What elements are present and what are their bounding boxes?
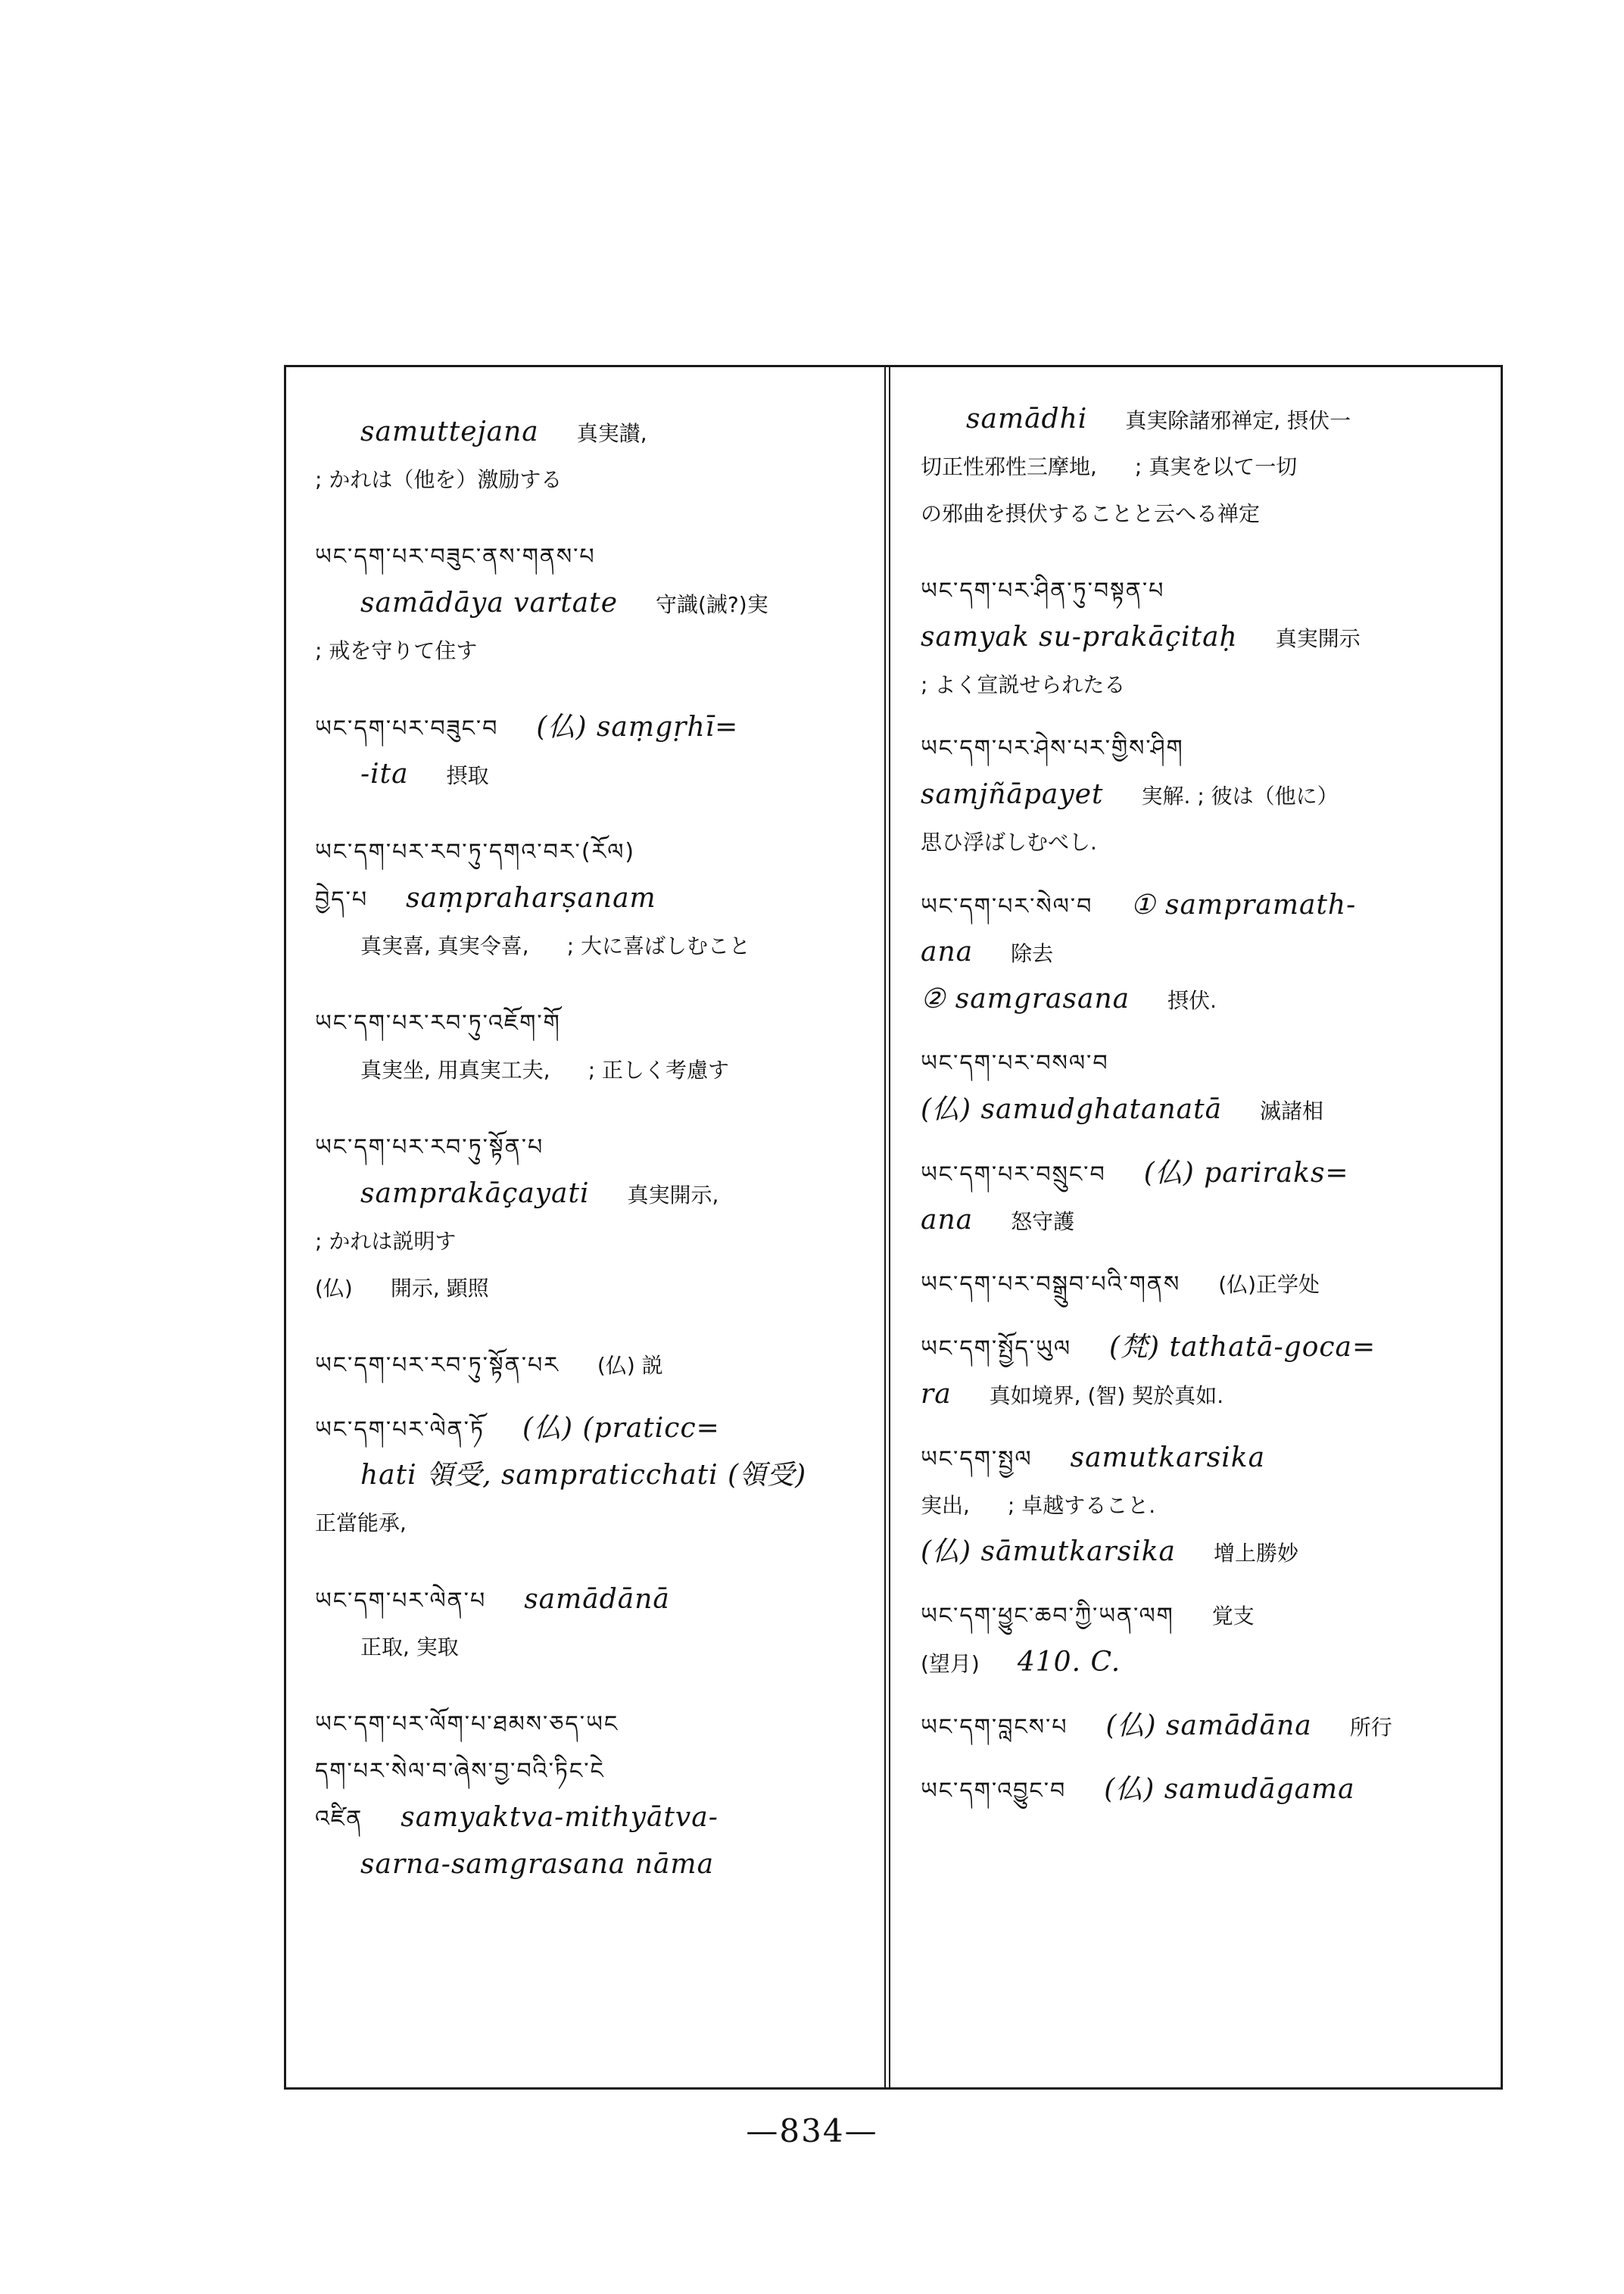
gloss: ; かれは（他を）激励する — [315, 467, 563, 492]
entry — [921, 725, 1493, 865]
romanized: ① sampramath- — [1130, 890, 1357, 921]
gloss: 滅諸相 — [1260, 1099, 1324, 1124]
entry — [921, 1592, 1493, 1686]
tibetan-headword: ཡང་དག་སྤྱལ — [921, 1446, 1033, 1473]
entry — [315, 409, 866, 503]
tibetan-headword: ཡང་དག་བླངས་པ — [921, 1714, 1068, 1741]
entry — [315, 1576, 866, 1670]
right-column — [889, 367, 1504, 2087]
entry — [315, 1342, 866, 1389]
gloss: 怒守護 — [1011, 1209, 1075, 1234]
gloss: 真如境界, (智) 契於真如. — [989, 1383, 1224, 1408]
entry — [315, 1700, 866, 1888]
tibetan-headword: ཡང་དག་པར་བསལ་བ — [921, 1050, 1109, 1077]
gloss: 真実喜, 真実令喜, — [360, 933, 529, 958]
gloss: (仏) — [315, 1276, 353, 1301]
tibetan-headword: ཡང་དག་འབྱུང་བ — [921, 1778, 1067, 1804]
entry — [921, 1324, 1493, 1418]
gloss: ; よく宣説せられたる — [921, 672, 1126, 697]
romanized: ② samgrasana — [921, 983, 1130, 1015]
gloss: の邪曲を摂伏することと云へる禅定 — [921, 501, 1261, 526]
romanized: 410. C. — [1017, 1647, 1121, 1678]
tibetan-headword: ཡང་དག་པར་ལེན་ཏོ — [315, 1417, 485, 1443]
romanized: samādānā — [524, 1584, 670, 1615]
tibetan-headword: ཡང་དག་པར་བསྲུང་བ — [921, 1161, 1106, 1188]
entry — [921, 396, 1493, 537]
romanized: samādāya vartate — [360, 588, 618, 619]
entry — [921, 1261, 1493, 1308]
tibetan-headword: ཡང་དག་པར་རབ་ཏུ་སྟོན་པར — [315, 1352, 560, 1379]
gloss: 摂取 — [446, 763, 489, 788]
tibetan-headword: ཡང་དག་པར་ལོག་པ་ཐམས་ཅད་ཡང — [315, 1711, 619, 1738]
tibetan-headword: ཡང་དག་ཕྱུང་ཆབ་ཀྱི་ཡན་ལག — [921, 1603, 1174, 1629]
tibetan-headword: ཡང་དག་པར་སེལ་བ — [921, 893, 1093, 920]
gloss: ; 正しく考慮す — [588, 1058, 730, 1083]
tibetan-headword: ཡང་དག་པར་བསྒྲུབ་པའི་གནས — [921, 1271, 1181, 1298]
romanized: (梵) tathatā-goca= — [1109, 1332, 1376, 1363]
gloss: 思ひ浮ばしむべし. — [921, 830, 1097, 855]
dictionary-frame — [284, 365, 1503, 2090]
romanized: saṃpraharṣanam — [406, 883, 656, 914]
gloss: 除去 — [1011, 941, 1054, 966]
entry — [921, 1039, 1493, 1133]
entry — [315, 704, 866, 798]
gloss: 切正性邪性三摩地, — [921, 454, 1097, 479]
tibetan-headword: ཡང་དག་པར་ཤིན་ཏུ་བསྟན་པ — [921, 578, 1165, 604]
romanized: (仏) pariraks= — [1143, 1158, 1349, 1189]
romanized: (仏) sāmutkarsika — [921, 1536, 1177, 1567]
entry — [315, 999, 866, 1093]
romanized: samjñāpayet — [921, 779, 1104, 810]
tibetan-headword: ཡང་དག་པར་རབ་ཏུ་དགའ་བར་(རོལ) — [315, 839, 636, 865]
gloss: 真実開示 — [1275, 626, 1361, 651]
gloss: (仏) 説 — [597, 1353, 663, 1378]
gloss: 真実除諸邪禅定, 摂伏一 — [1125, 408, 1351, 433]
gloss: ; 卓越すること. — [1007, 1493, 1156, 1518]
gloss: ; 大に喜ばしむこと — [566, 933, 751, 958]
gloss: 実出, — [921, 1493, 970, 1518]
romanized: samprakāçayati — [360, 1178, 590, 1209]
romanized: (仏) samādāna — [1105, 1710, 1312, 1741]
tibetan-headword: ཡང་དག་པར་རབ་ཏུ་འཇོག་གོ — [315, 1010, 561, 1036]
tibetan-headword: འཛིན — [315, 1806, 363, 1832]
entry — [921, 1435, 1493, 1576]
romanized: ana — [921, 1205, 974, 1236]
gloss: 守識(誡?)実 — [656, 592, 768, 617]
romanized: samyak su-prakāçitaḥ — [921, 622, 1238, 653]
gloss: ; 戒を守りて住す — [315, 638, 478, 663]
gloss: (望月) — [921, 1651, 980, 1676]
gloss: 所行 — [1349, 1715, 1392, 1740]
romanized: samādhi — [966, 404, 1088, 435]
gloss: 正當能承, — [315, 1510, 407, 1535]
entry — [921, 567, 1493, 708]
gloss: ; かれは説明す — [315, 1229, 457, 1254]
tibetan-headword: ཡང་དག་པར་བཟུང་ནས་གནས་པ — [315, 544, 596, 570]
tibetan-headword: ཡང་དག་པར་བཟུང་བ — [315, 715, 499, 742]
page-number: —834— — [746, 2112, 878, 2149]
gloss: 正取, 実取 — [360, 1635, 459, 1660]
romanized: samyaktva-mithyātva- — [401, 1802, 718, 1833]
tibetan-headword: བྱེད་པ — [315, 887, 369, 913]
gloss: 增上勝妙 — [1214, 1541, 1299, 1566]
gloss: 開示, 顕照 — [390, 1276, 489, 1301]
tibetan-headword: ཡང་དག་པར་རབ་ཏུ་སྟོན་པ — [315, 1134, 544, 1161]
tibetan-headword: ཡང་དག་སྤྱོད་ཡུལ — [921, 1336, 1071, 1362]
romanized: ra — [921, 1379, 952, 1410]
entry — [921, 882, 1493, 1023]
gloss: 実解. ; 彼は（他に） — [1141, 784, 1339, 809]
left-column — [286, 367, 886, 2087]
romanized: (仏) (praticc= — [522, 1413, 720, 1444]
gloss: 真実讃, — [576, 421, 647, 446]
gloss: 摂伏. — [1167, 988, 1217, 1013]
entry — [921, 1766, 1493, 1813]
gloss: 真実開示, — [627, 1183, 719, 1208]
romanized: hati 領受, sampraticchati (領受) — [360, 1460, 807, 1491]
tibetan-headword: ཡང་དག་པར་ཤེས་པར་གྱིས་ཤིག — [921, 735, 1184, 762]
entry — [315, 828, 866, 969]
entry — [315, 1405, 866, 1546]
entry — [315, 533, 866, 674]
romanized: ana — [921, 937, 974, 968]
romanized: samuttejana — [360, 416, 539, 447]
gloss: (仏)正学处 — [1218, 1272, 1320, 1297]
gloss: ; 真実を以て一切 — [1134, 454, 1298, 479]
entry — [921, 1703, 1493, 1750]
romanized: samutkarsika — [1070, 1442, 1266, 1473]
romanized: (仏) samudāgama — [1104, 1774, 1355, 1805]
gloss: 覚支 — [1211, 1604, 1255, 1629]
romanized: -ita — [360, 759, 409, 790]
tibetan-headword: ཡང་དག་པར་ལེན་པ — [315, 1588, 487, 1614]
romanized: (仏) samudghatanatā — [921, 1094, 1223, 1125]
gloss: 真実坐, 用真実工夫, — [360, 1058, 550, 1083]
romanized: (仏) saṃgṛhī= — [536, 712, 739, 743]
tibetan-headword: དག་པར་སེལ་བ་ཞེས་བྱ་བའི་ཏིང་ངེ — [315, 1758, 605, 1784]
romanized: sarna-samgrasana nāma — [360, 1849, 715, 1880]
entry — [921, 1150, 1493, 1244]
entry — [315, 1124, 866, 1311]
